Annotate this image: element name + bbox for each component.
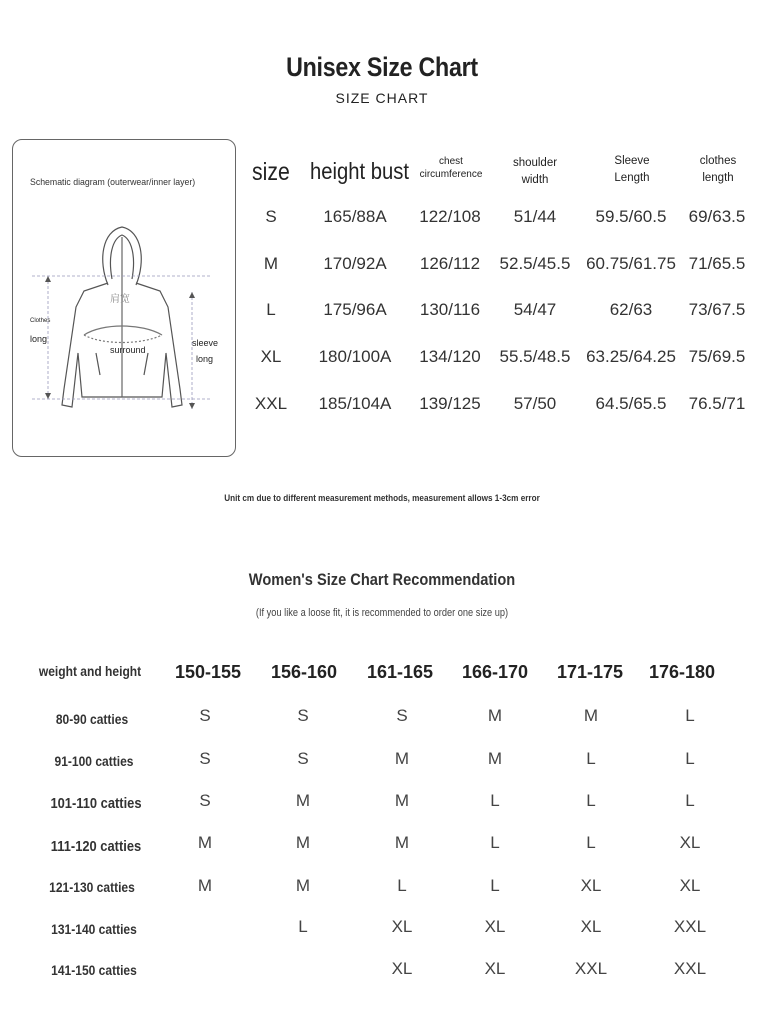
table-cell: 175/96A	[323, 300, 387, 319]
col-header-shoulder: shoulder width	[512, 157, 558, 186]
page-title: Unisex Size Chart	[286, 52, 478, 82]
table-cell: 59.5/60.5	[595, 207, 667, 226]
col-header-size: size	[252, 158, 290, 186]
height-column-header: 156-160	[270, 662, 338, 682]
weight-row-label: 131-140 catties	[51, 921, 137, 937]
table-cell: 73/67.5	[688, 300, 746, 319]
shoulder-width-mark: 肩宽	[110, 294, 130, 305]
table-cell: 75/69.5	[688, 347, 746, 366]
size-cell: M	[394, 791, 410, 810]
table-cell: 69/63.5	[688, 207, 746, 226]
size-cell: M	[295, 791, 311, 810]
height-column-header: 150-155	[174, 662, 242, 682]
size-cell: XL	[679, 876, 701, 895]
size-cell: L	[685, 791, 695, 810]
table-cell: 62/63	[609, 300, 653, 319]
table-cell: 180/100A	[318, 347, 392, 366]
table-cell: 64.5/65.5	[595, 394, 667, 413]
size-cell: M	[394, 833, 410, 852]
table-cell: 122/108	[419, 207, 481, 226]
recommendation-subtitle: (If you like a loose fit, it is recommended to order one size up)	[255, 607, 509, 619]
table-cell: 139/125	[419, 394, 481, 413]
size-cell: M	[197, 833, 213, 852]
table-cell: 76.5/71	[688, 394, 746, 413]
table-cell: 52.5/45.5	[499, 254, 571, 273]
size-cell: L	[685, 706, 695, 725]
height-column-header: 166-170	[461, 662, 529, 682]
table-cell: 165/88A	[323, 207, 387, 226]
recommendation-title: Women's Size Chart Recommendation	[248, 570, 516, 589]
table-cell: 57/50	[513, 394, 557, 413]
weight-row-label: 121-130 catties	[49, 879, 135, 895]
size-cell: M	[295, 876, 311, 895]
table-cell: 60.75/61.75	[586, 254, 676, 273]
weight-row-label: 101-110 catties	[50, 795, 142, 812]
table-cell: 51/44	[513, 207, 557, 226]
size-cell: M	[583, 706, 599, 725]
size-cell: L	[397, 876, 407, 895]
table-cell: 126/112	[419, 254, 481, 273]
table-cell: 170/92A	[323, 254, 387, 273]
size-cell: S	[297, 706, 309, 725]
col-header-chest: chest circumference	[419, 156, 483, 180]
size-cell: M	[394, 749, 410, 768]
table-cell: 54/47	[513, 300, 557, 319]
col-header-clothes-length: clothes length	[699, 155, 737, 184]
sleeve-long-label: long	[196, 354, 214, 364]
size-cell: XL	[484, 917, 506, 936]
size-cell: XXL	[574, 959, 608, 978]
size-cell: M	[487, 706, 503, 725]
size-cell: XL	[484, 959, 506, 978]
size-cell: XL	[580, 917, 602, 936]
clothes-long-label: long	[30, 334, 48, 344]
size-cell: L	[586, 749, 596, 768]
height-column-header: 176-180	[648, 662, 716, 682]
height-column-header: 161-165	[366, 662, 434, 682]
table-cell: XL	[260, 347, 282, 366]
size-cell: XXL	[673, 917, 707, 936]
col-header-height-bust: height bust	[310, 158, 410, 184]
size-cell: L	[586, 791, 596, 810]
weight-row-label: 141-150 catties	[51, 962, 137, 978]
size-cell: L	[586, 833, 596, 852]
clothes-label: Clothes	[30, 318, 51, 324]
diagram-caption: Schematic diagram (outerwear/inner layer)	[30, 177, 196, 188]
measurement-note: Unit cm due to different measurement methods, measurement allows 1-3cm error	[224, 493, 540, 504]
page-subtitle: SIZE CHART	[335, 90, 429, 106]
table-cell: M	[263, 254, 279, 273]
table-cell: XXL	[254, 394, 288, 413]
size-cell: XL	[679, 833, 701, 852]
size-cell: XL	[580, 876, 602, 895]
size-cell: M	[197, 876, 213, 895]
size-cell: S	[199, 791, 211, 810]
size-cell: M	[487, 749, 503, 768]
col-header-sleeve: Sleeve Length	[614, 155, 650, 184]
size-cell: S	[199, 749, 211, 768]
size-cell: L	[490, 791, 500, 810]
size-cell: XL	[391, 959, 413, 978]
size-cell: M	[295, 833, 311, 852]
weight-row-label: 80-90 catties	[55, 711, 129, 727]
size-cell: S	[396, 706, 408, 725]
table-cell: S	[265, 207, 277, 226]
table-cell: 71/65.5	[688, 254, 746, 273]
size-cell: S	[297, 749, 309, 768]
size-cell: XXL	[673, 959, 707, 978]
size-cell: L	[685, 749, 695, 768]
table-cell: 130/116	[419, 300, 481, 319]
height-column-header: 171-175	[556, 662, 624, 682]
size-cell: S	[199, 706, 211, 725]
sleeve-label: sleeve	[192, 338, 219, 348]
table-cell: 63.25/64.25	[586, 347, 676, 366]
weight-row-label: 91-100 catties	[54, 753, 134, 769]
recommendation-corner-label: weight and height	[38, 663, 142, 679]
table-cell: L	[266, 300, 276, 319]
size-cell: L	[490, 833, 500, 852]
size-cell: L	[490, 876, 500, 895]
table-cell: 185/104A	[318, 394, 392, 413]
size-cell: XL	[391, 917, 413, 936]
size-cell: L	[298, 917, 308, 936]
table-cell: 55.5/48.5	[499, 347, 571, 366]
surround-label: surround	[110, 345, 146, 355]
table-cell: 134/120	[419, 347, 481, 366]
weight-row-label: 111-120 catties	[50, 838, 142, 855]
